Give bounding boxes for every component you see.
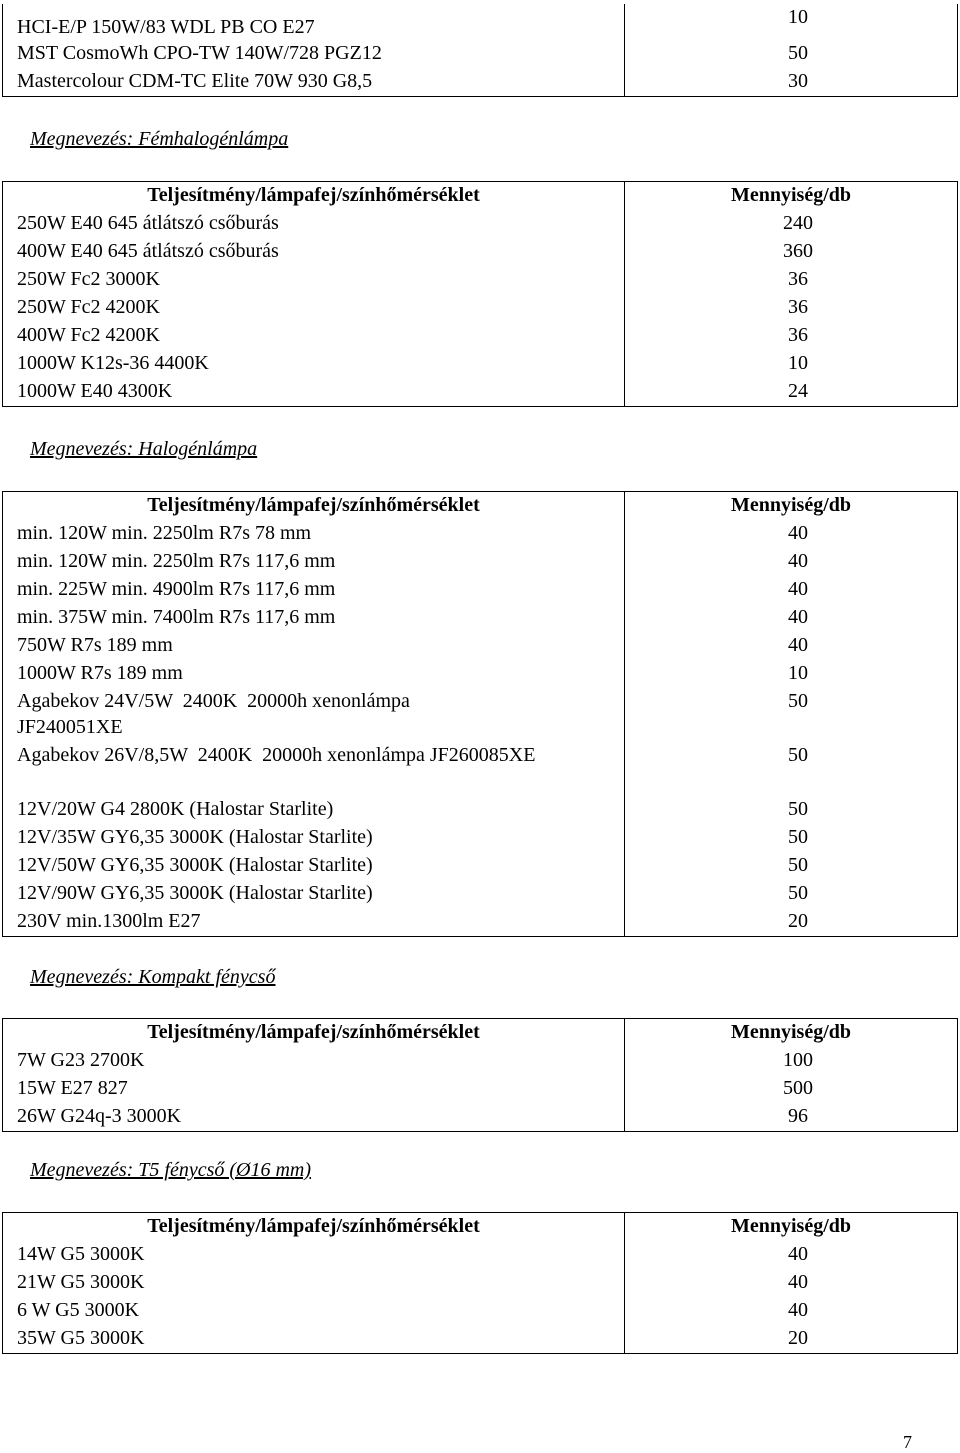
item-name: 1000W E40 4300K: [3, 378, 625, 407]
item-qty: 10: [625, 350, 958, 378]
table-row: [3, 294, 958, 322]
item-name: 750W R7s 189 mm: [3, 632, 625, 660]
item-qty: 40: [625, 520, 958, 548]
table-row: [3, 1325, 958, 1354]
item-name: 1000W K12s-36 4400K: [3, 350, 625, 378]
item-name: 12V/20W G4 2800K (Halostar Starlite): [3, 796, 625, 824]
top-table: [2, 4, 958, 97]
section-title: Megnevezés: Kompakt fénycső: [30, 966, 276, 988]
item-name: 35W G5 3000K: [3, 1325, 625, 1354]
table-row: [3, 4, 958, 40]
item-name: 230V min.1300lm E27: [3, 908, 625, 937]
table-row: [3, 520, 958, 548]
table-row: [3, 632, 958, 660]
item-name: 12V/90W GY6,35 3000K (Halostar Starlite): [3, 880, 625, 908]
table-row: [3, 604, 958, 632]
table-row: [3, 322, 958, 350]
item-name: Agabekov 24V/5W 2400K 20000h xenonlámpa JF240051XE: [3, 688, 625, 742]
table-row: [3, 824, 958, 852]
header-spec: Teljesítmény/lámpafej/színhőmérséklet: [3, 492, 625, 521]
item-name: 6 W G5 3000K: [3, 1297, 625, 1325]
table-row: [3, 266, 958, 294]
table-row: [3, 1047, 958, 1075]
item-name: min. 225W min. 4900lm R7s 117,6 mm: [3, 576, 625, 604]
section-table: [2, 1018, 958, 1132]
item-name: Agabekov 26V/8,5W 2400K 20000h xenonlámpa JF260085XE: [3, 742, 625, 796]
table-row: [3, 1297, 958, 1325]
item-qty: 40: [625, 1269, 958, 1297]
item-name: 14W G5 3000K: [3, 1241, 625, 1269]
table-row: [3, 378, 958, 407]
section-table: [2, 491, 958, 937]
table-row: [3, 1103, 958, 1132]
table-row: [3, 660, 958, 688]
header-row: [3, 492, 958, 521]
item-name: HCI-E/P 150W/83 WDL PB CO E27: [3, 4, 625, 40]
table-row: [3, 688, 958, 742]
item-qty: 36: [625, 294, 958, 322]
item-qty: 36: [625, 266, 958, 294]
item-name: 250W Fc2 3000K: [3, 266, 625, 294]
item-qty: 50: [625, 742, 958, 796]
item-name: 15W E27 827: [3, 1075, 625, 1103]
page-number: 7: [903, 1432, 912, 1452]
table-row: [3, 1241, 958, 1269]
item-qty: 20: [625, 1325, 958, 1354]
table-row: [3, 238, 958, 266]
item-name: 400W Fc2 4200K: [3, 322, 625, 350]
section-title: Megnevezés: Fémhalogénlámpa: [30, 128, 289, 150]
item-qty: 240: [625, 210, 958, 238]
header-spec: Teljesítmény/lámpafej/színhőmérséklet: [3, 1019, 625, 1048]
item-qty: 36: [625, 322, 958, 350]
item-qty: 360: [625, 238, 958, 266]
item-qty: 20: [625, 908, 958, 937]
item-name: MST CosmoWh CPO-TW 140W/728 PGZ12: [3, 40, 625, 68]
item-qty: 40: [625, 548, 958, 576]
item-qty: 500: [625, 1075, 958, 1103]
item-name: 7W G23 2700K: [3, 1047, 625, 1075]
table-row: [3, 1075, 958, 1103]
item-qty: 50: [625, 688, 958, 742]
header-spec: Teljesítmény/lámpafej/színhőmérséklet: [3, 1213, 625, 1242]
header-qty: Mennyiség/db: [625, 492, 958, 521]
table-row: [3, 40, 958, 68]
item-name: 1000W R7s 189 mm: [3, 660, 625, 688]
item-name: min. 375W min. 7400lm R7s 117,6 mm: [3, 604, 625, 632]
table-row: [3, 796, 958, 824]
table-row: [3, 350, 958, 378]
section-table: [2, 181, 958, 407]
item-qty: 40: [625, 632, 958, 660]
header-qty: Mennyiség/db: [625, 182, 958, 211]
item-qty: 40: [625, 1297, 958, 1325]
item-qty: 50: [625, 796, 958, 824]
item-qty: 50: [625, 40, 958, 68]
section-table: [2, 1212, 958, 1354]
table-row: [3, 908, 958, 937]
table-row: [3, 548, 958, 576]
table-row: [3, 68, 958, 97]
item-qty: 10: [625, 4, 958, 40]
item-qty: 40: [625, 1241, 958, 1269]
item-name: 26W G24q-3 3000K: [3, 1103, 625, 1132]
section-title: Megnevezés: T5 fénycső (Ø16 mm): [30, 1159, 312, 1181]
item-name: 21W G5 3000K: [3, 1269, 625, 1297]
item-qty: 50: [625, 824, 958, 852]
header-row: [3, 1213, 958, 1242]
item-qty: 10: [625, 660, 958, 688]
item-name: 250W Fc2 4200K: [3, 294, 625, 322]
header-spec: Teljesítmény/lámpafej/színhőmérséklet: [3, 182, 625, 211]
item-name: 400W E40 645 átlátszó csőburás: [3, 238, 625, 266]
header-row: [3, 182, 958, 211]
item-name: min. 120W min. 2250lm R7s 78 mm: [3, 520, 625, 548]
header-qty: Mennyiség/db: [625, 1019, 958, 1048]
item-qty: 40: [625, 604, 958, 632]
item-name: 12V/35W GY6,35 3000K (Halostar Starlite): [3, 824, 625, 852]
item-qty: 50: [625, 852, 958, 880]
item-qty: 50: [625, 880, 958, 908]
header-qty: Mennyiség/db: [625, 1213, 958, 1242]
item-qty: 30: [625, 68, 958, 97]
item-name: 12V/50W GY6,35 3000K (Halostar Starlite): [3, 852, 625, 880]
table-row: [3, 210, 958, 238]
table-row: [3, 880, 958, 908]
item-qty: 40: [625, 576, 958, 604]
item-qty: 96: [625, 1103, 958, 1132]
section-title: Megnevezés: Halogénlámpa: [30, 438, 258, 460]
table-row: [3, 852, 958, 880]
table-row: [3, 1269, 958, 1297]
table-row: [3, 576, 958, 604]
item-name: min. 120W min. 2250lm R7s 117,6 mm: [3, 548, 625, 576]
table-row: [3, 742, 958, 796]
header-row: [3, 1019, 958, 1048]
item-name: Mastercolour CDM-TC Elite 70W 930 G8,5: [3, 68, 625, 97]
item-qty: 100: [625, 1047, 958, 1075]
item-qty: 24: [625, 378, 958, 407]
item-name: 250W E40 645 átlátszó csőburás: [3, 210, 625, 238]
